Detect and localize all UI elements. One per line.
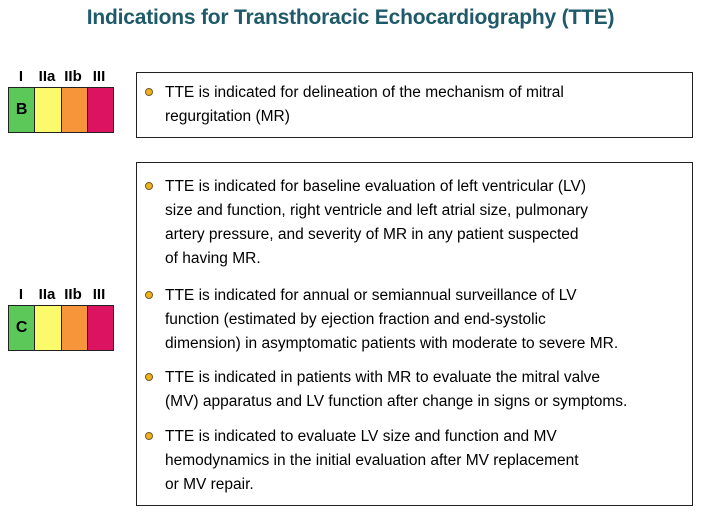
class-indicator-b	[8, 68, 114, 133]
class-indicator-c	[8, 286, 114, 351]
class-iii-cell	[88, 88, 113, 132]
class-label-iia: IIa	[38, 68, 56, 85]
bullet-icon	[145, 373, 153, 381]
bullet-icon	[145, 182, 153, 190]
recommendation-box-b	[136, 72, 693, 138]
bullet-icon	[145, 432, 153, 440]
class-i-cell	[9, 88, 35, 132]
recommendation-box-c	[136, 162, 693, 506]
class-i-cell	[9, 306, 35, 350]
item-line: TTE is indicated in patients with MR to evaluate the mitral valve	[165, 369, 601, 386]
recommendation-item	[165, 425, 684, 497]
level-of-evidence-c: C	[15, 319, 28, 336]
item-line: hemodynamics in the initial evaluation after MV replacement	[165, 452, 579, 469]
recommendation-item	[165, 284, 684, 356]
recommendation-item	[165, 366, 684, 414]
class-iia-cell	[35, 88, 61, 132]
item-line: TTE is indicated for annual or semiannual surveillance of LV	[165, 287, 577, 304]
item-line: of having MR.	[165, 250, 261, 267]
class-label-i: I	[18, 68, 24, 85]
class-header	[8, 286, 114, 304]
item-line: or MV repair.	[165, 476, 254, 493]
class-color-strip	[8, 87, 114, 133]
bullet-icon	[145, 291, 153, 299]
item-line: artery pressure, and severity of MR in any patient suspected	[165, 226, 579, 243]
class-label-i: I	[18, 286, 24, 303]
class-label-iii: III	[92, 286, 106, 303]
recommendation-item	[165, 175, 684, 271]
class-iia-cell	[35, 306, 61, 350]
level-of-evidence-b: B	[15, 101, 28, 118]
class-iib-cell	[62, 306, 88, 350]
class-label-iia: IIa	[38, 286, 56, 303]
item-line: (MV) apparatus and LV function after change in signs or symptoms.	[165, 393, 628, 410]
item-line: TTE is indicated for baseline evaluation of left ventricular (LV)	[165, 178, 586, 195]
recommendation-item	[165, 81, 684, 129]
class-label-iib: IIb	[64, 68, 82, 85]
item-line: TTE is indicated to evaluate LV size and function and MV	[165, 428, 557, 445]
item-line: dimension) in asymptomatic patients with moderate to severe MR.	[165, 335, 619, 352]
item-line: regurgitation (MR)	[165, 108, 290, 125]
class-iii-cell	[88, 306, 113, 350]
class-header	[8, 68, 114, 86]
class-color-strip	[8, 305, 114, 351]
class-iib-cell	[62, 88, 88, 132]
class-label-iib: IIb	[64, 286, 82, 303]
item-line: TTE is indicated for delineation of the mechanism of mitral	[165, 84, 564, 101]
class-label-iii: III	[92, 68, 106, 85]
item-line: function (estimated by ejection fraction and end-systolic	[165, 311, 546, 328]
bullet-icon	[145, 88, 153, 96]
item-line: size and function, right ventricle and left atrial size, pulmonary	[165, 202, 589, 219]
page-title: Indications for Transthoracic Echocardiography (TTE)	[86, 6, 615, 29]
